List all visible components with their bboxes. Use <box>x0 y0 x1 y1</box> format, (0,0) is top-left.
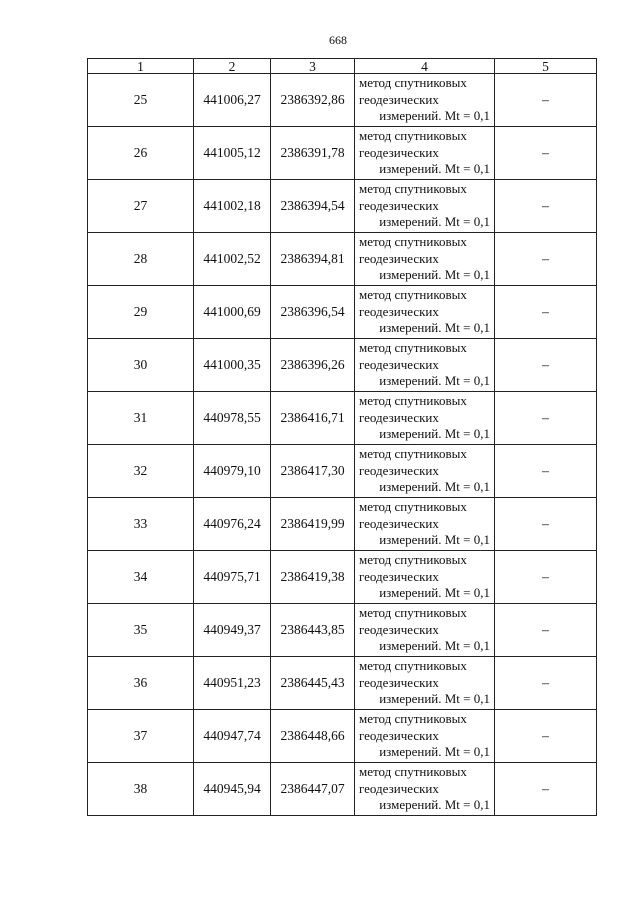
method-line: метод спутниковых <box>359 605 467 621</box>
method-cell <box>355 180 495 233</box>
method-cell <box>355 657 495 710</box>
y-coordinate-cell: 2386448,66 <box>271 710 355 763</box>
method-cell <box>355 286 495 339</box>
method-line: метод спутниковых <box>359 75 467 91</box>
y-coordinate-cell: 2386394,54 <box>271 180 355 233</box>
method-line: метод спутниковых <box>359 340 467 356</box>
point-number-cell: 37 <box>88 710 194 763</box>
table-row <box>88 286 597 339</box>
point-number-cell: 27 <box>88 180 194 233</box>
x-coordinate-cell: 441002,18 <box>194 180 271 233</box>
method-line: метод спутниковых <box>359 234 467 250</box>
table-row <box>88 180 597 233</box>
note-cell: – <box>495 233 597 286</box>
point-number-cell: 26 <box>88 127 194 180</box>
header-col-3: 3 <box>271 59 355 74</box>
y-coordinate-cell: 2386394,81 <box>271 233 355 286</box>
method-line: метод спутниковых <box>359 711 467 727</box>
y-coordinate-cell: 2386447,07 <box>271 763 355 816</box>
table-row <box>88 763 597 816</box>
point-number-cell: 28 <box>88 233 194 286</box>
note-cell: – <box>495 127 597 180</box>
table-row <box>88 657 597 710</box>
point-number-cell: 36 <box>88 657 194 710</box>
table-row <box>88 392 597 445</box>
method-line: метод спутниковых <box>359 446 467 462</box>
method-line: измерений. Mt = 0,1 <box>379 267 490 283</box>
method-line: измерений. Mt = 0,1 <box>379 214 490 230</box>
note-cell: – <box>495 551 597 604</box>
table-row <box>88 551 597 604</box>
x-coordinate-cell: 441000,35 <box>194 339 271 392</box>
method-line: измерений. Mt = 0,1 <box>379 479 490 495</box>
method-cell <box>355 127 495 180</box>
method-cell <box>355 339 495 392</box>
method-line: метод спутниковых <box>359 287 467 303</box>
note-cell: – <box>495 445 597 498</box>
table-row <box>88 498 597 551</box>
method-line: измерений. Mt = 0,1 <box>379 426 490 442</box>
y-coordinate-cell: 2386396,26 <box>271 339 355 392</box>
method-line: геодезических <box>359 515 439 531</box>
method-line: геодезических <box>359 674 439 690</box>
y-coordinate-cell: 2386419,99 <box>271 498 355 551</box>
method-line: геодезических <box>359 780 439 796</box>
point-number-cell: 31 <box>88 392 194 445</box>
y-coordinate-cell: 2386416,71 <box>271 392 355 445</box>
method-cell <box>355 604 495 657</box>
table-row <box>88 604 597 657</box>
method-cell <box>355 445 495 498</box>
method-cell <box>355 74 495 127</box>
note-cell: – <box>495 710 597 763</box>
header-col-2: 2 <box>194 59 271 74</box>
method-line: измерений. Mt = 0,1 <box>379 585 490 601</box>
method-cell <box>355 710 495 763</box>
method-line: измерений. Mt = 0,1 <box>379 744 490 760</box>
y-coordinate-cell: 2386445,43 <box>271 657 355 710</box>
method-cell <box>355 763 495 816</box>
x-coordinate-cell: 440976,24 <box>194 498 271 551</box>
header-col-1: 1 <box>88 59 194 74</box>
header-col-5: 5 <box>495 59 597 74</box>
table-header-row <box>88 59 597 74</box>
x-coordinate-cell: 440978,55 <box>194 392 271 445</box>
x-coordinate-cell: 441002,52 <box>194 233 271 286</box>
note-cell: – <box>495 180 597 233</box>
table-row <box>88 445 597 498</box>
y-coordinate-cell: 2386391,78 <box>271 127 355 180</box>
point-number-cell: 32 <box>88 445 194 498</box>
x-coordinate-cell: 441006,27 <box>194 74 271 127</box>
x-coordinate-cell: 441000,69 <box>194 286 271 339</box>
note-cell: – <box>495 604 597 657</box>
method-line: метод спутниковых <box>359 658 467 674</box>
note-cell: – <box>495 657 597 710</box>
x-coordinate-cell: 440979,10 <box>194 445 271 498</box>
x-coordinate-cell: 441005,12 <box>194 127 271 180</box>
note-cell: – <box>495 392 597 445</box>
method-line: геодезических <box>359 303 439 319</box>
table-row <box>88 710 597 763</box>
table-row <box>88 74 597 127</box>
method-cell <box>355 551 495 604</box>
method-line: измерений. Mt = 0,1 <box>379 691 490 707</box>
note-cell: – <box>495 339 597 392</box>
method-line: метод спутниковых <box>359 552 467 568</box>
method-line: геодезических <box>359 250 439 266</box>
x-coordinate-cell: 440975,71 <box>194 551 271 604</box>
point-number-cell: 38 <box>88 763 194 816</box>
method-line: метод спутниковых <box>359 181 467 197</box>
method-line: измерений. Mt = 0,1 <box>379 638 490 654</box>
method-line: измерений. Mt = 0,1 <box>379 108 490 124</box>
y-coordinate-cell: 2386443,85 <box>271 604 355 657</box>
method-line: геодезических <box>359 462 439 478</box>
note-cell: – <box>495 74 597 127</box>
note-cell: – <box>495 763 597 816</box>
point-number-cell: 30 <box>88 339 194 392</box>
method-line: геодезических <box>359 621 439 637</box>
y-coordinate-cell: 2386417,30 <box>271 445 355 498</box>
method-line: геодезических <box>359 409 439 425</box>
method-line: геодезических <box>359 197 439 213</box>
table-row <box>88 339 597 392</box>
point-number-cell: 25 <box>88 74 194 127</box>
method-cell <box>355 498 495 551</box>
method-line: метод спутниковых <box>359 128 467 144</box>
method-cell <box>355 233 495 286</box>
y-coordinate-cell: 2386392,86 <box>271 74 355 127</box>
x-coordinate-cell: 440947,74 <box>194 710 271 763</box>
method-line: геодезических <box>359 568 439 584</box>
method-line: измерений. Mt = 0,1 <box>379 161 490 177</box>
method-line: измерений. Mt = 0,1 <box>379 373 490 389</box>
table-row <box>88 233 597 286</box>
page-number: 668 <box>329 33 347 47</box>
point-number-cell: 33 <box>88 498 194 551</box>
method-line: метод спутниковых <box>359 764 467 780</box>
table-row <box>88 127 597 180</box>
method-line: геодезических <box>359 727 439 743</box>
method-line: геодезических <box>359 144 439 160</box>
coordinates-table <box>87 58 597 816</box>
header-col-4: 4 <box>355 59 495 74</box>
method-line: метод спутниковых <box>359 393 467 409</box>
x-coordinate-cell: 440945,94 <box>194 763 271 816</box>
method-cell <box>355 392 495 445</box>
method-line: измерений. Mt = 0,1 <box>379 320 490 336</box>
method-line: измерений. Mt = 0,1 <box>379 532 490 548</box>
point-number-cell: 29 <box>88 286 194 339</box>
method-line: измерений. Mt = 0,1 <box>379 797 490 813</box>
y-coordinate-cell: 2386396,54 <box>271 286 355 339</box>
method-line: метод спутниковых <box>359 499 467 515</box>
x-coordinate-cell: 440951,23 <box>194 657 271 710</box>
point-number-cell: 34 <box>88 551 194 604</box>
method-line: геодезических <box>359 356 439 372</box>
note-cell: – <box>495 498 597 551</box>
method-line: геодезических <box>359 91 439 107</box>
point-number-cell: 35 <box>88 604 194 657</box>
y-coordinate-cell: 2386419,38 <box>271 551 355 604</box>
note-cell: – <box>495 286 597 339</box>
x-coordinate-cell: 440949,37 <box>194 604 271 657</box>
